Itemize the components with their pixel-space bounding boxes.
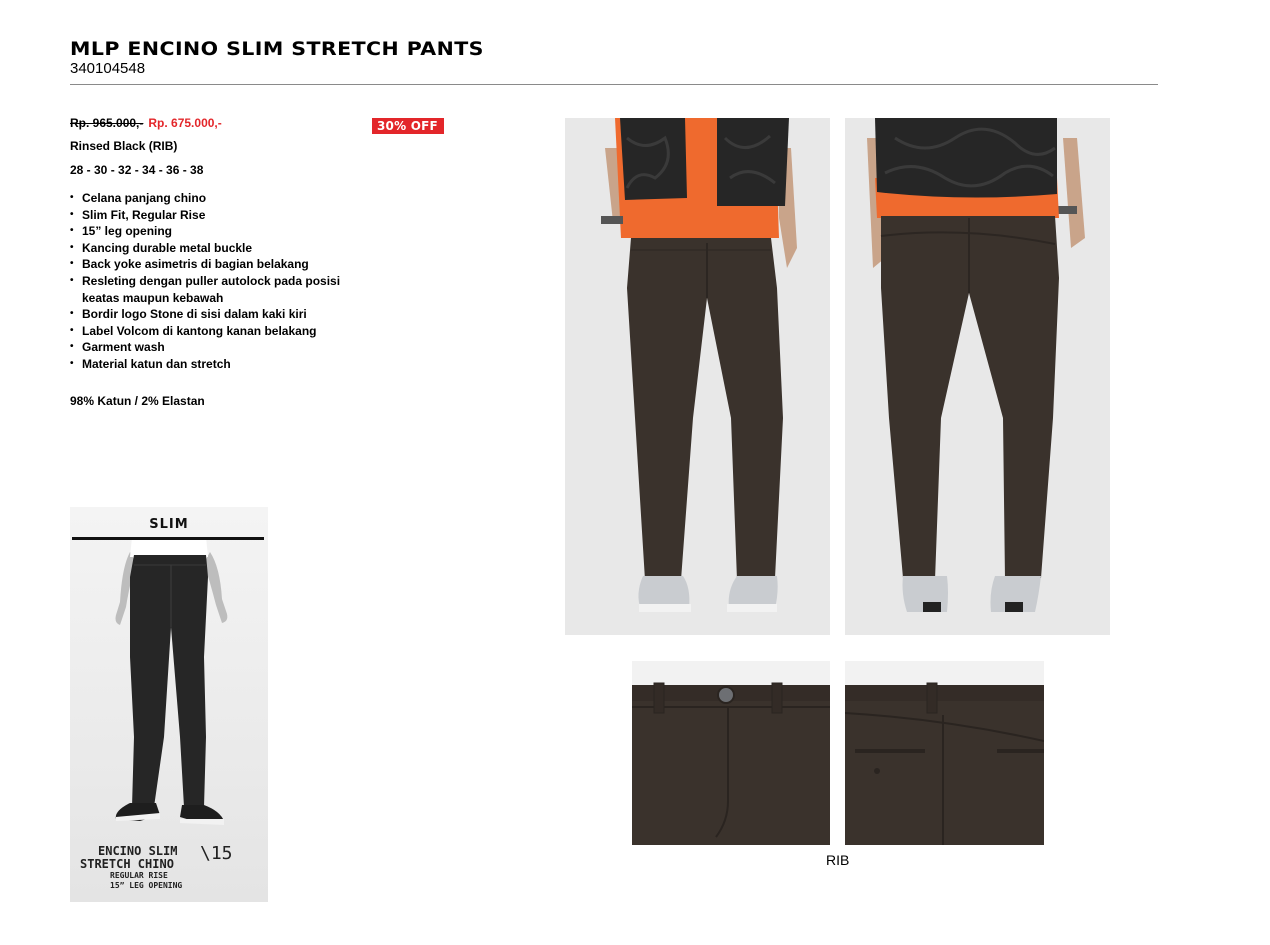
material-composition: 98% Katun / 2% Elastan: [70, 394, 205, 408]
list-item: • Celana panjang chino: [70, 190, 370, 207]
fit-subtitle: [110, 871, 182, 891]
fit-subtitle-line2: 15” LEG OPENING: [110, 881, 183, 890]
list-item: • Resleting dengan puller autolock pada posisi keatas maupun kebawah: [70, 273, 370, 306]
size-list: 28 - 30 - 32 - 34 - 36 - 38: [70, 163, 204, 177]
list-item: • Garment wash: [70, 339, 370, 356]
fit-divider: [72, 537, 264, 540]
fit-number: \15: [200, 843, 233, 864]
list-item: • 15” leg opening: [70, 223, 370, 240]
fit-card: [70, 507, 268, 902]
feature-list: [70, 190, 370, 373]
discount-badge: 30% OFF: [372, 118, 444, 134]
list-item: • Kancing durable metal buckle: [70, 240, 370, 257]
product-code: 340104548: [70, 60, 146, 77]
fit-subtitle-line1: REGULAR RISE: [110, 871, 168, 880]
fit-name: [80, 845, 177, 871]
photo-detail-front: [632, 661, 830, 845]
list-item: • Label Volcom di kantong kanan belakang: [70, 323, 370, 340]
list-item: • Material katun dan stretch: [70, 356, 370, 373]
list-item: • Back yoke asimetris di bagian belakang: [70, 256, 370, 273]
gallery-caption: RIB: [826, 852, 850, 868]
product-title: MLP ENCINO SLIM STRETCH PANTS: [70, 38, 484, 60]
sale-price: Rp. 675.000,-: [148, 116, 222, 130]
fit-model-illustration: [70, 507, 268, 902]
photo-detail-back: [845, 661, 1044, 845]
photo-front-view: [565, 118, 830, 635]
color-name: Rinsed Black (RIB): [70, 139, 178, 153]
price-row: [70, 116, 222, 130]
fit-name-line1: ENCINO SLIM: [98, 844, 178, 858]
list-item: • Bordir logo Stone di sisi dalam kaki kiri: [70, 306, 370, 323]
fit-label: SLIM: [149, 517, 189, 532]
old-price: Rp. 965.000,-: [70, 116, 144, 130]
photo-back-view: [845, 118, 1110, 635]
fit-name-line2: STRETCH CHINO: [80, 857, 174, 871]
list-item: • Slim Fit, Regular Rise: [70, 207, 370, 224]
header-divider: [70, 84, 1158, 85]
